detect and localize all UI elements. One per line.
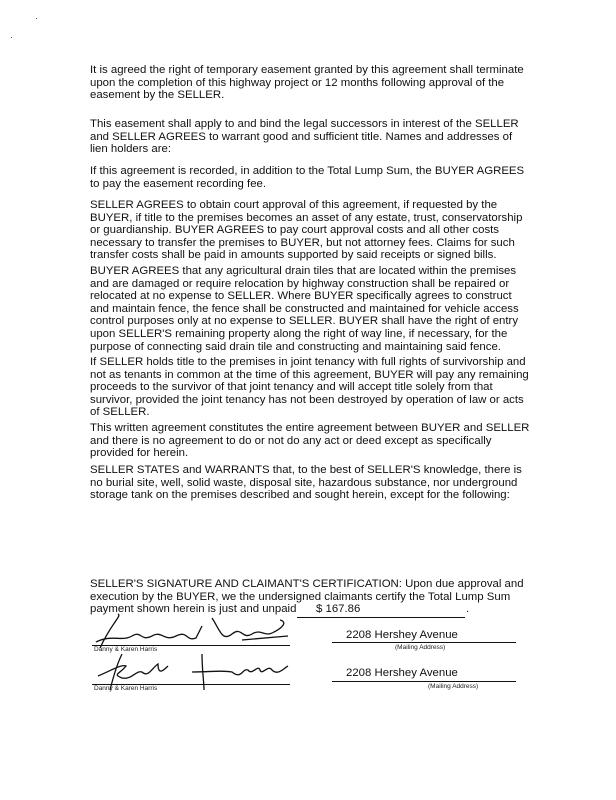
text-line: SELLER STATES and WARRANTS that, to the best of SELLER'S knowledge, there is: [90, 464, 522, 476]
text-line: and SELLER AGREES to warrant good and sufficient title. Names and addresses of: [90, 130, 513, 143]
text-line: and there is no agreement to do or not do any act or deed except as specifically: [90, 434, 492, 447]
text-line: payment shown herein is just and unpaid: [90, 603, 297, 616]
lump-sum-amount: $ 167.86: [316, 603, 361, 615]
mailing-address-label-2: (Mailing Address): [428, 683, 479, 690]
text-line: to pay the easement recording fee.: [90, 177, 267, 190]
text-line: upon SELLER'S remaining property along the right of way line, if necessary, for the: [90, 327, 508, 340]
text-line: necessary to transfer the premises to BUYER, but not attorney fees. Claims for such: [90, 236, 515, 249]
text-line: provided for herein.: [90, 447, 189, 460]
text-line: If SELLER holds title to the premises in joint tenancy with full rights of survivorship and: [90, 356, 526, 368]
paragraph-joint-tenancy: [90, 356, 540, 419]
text-line: or guardianship. BUYER AGREES to pay court approval costs and all other costs: [90, 224, 500, 237]
text-line: lien holders are:: [90, 143, 172, 156]
mailing-address-label-1: (Mailing Address): [395, 644, 446, 651]
text-line: control purposes only at no expense to SELLER. BUYER shall have the right of entry: [90, 315, 519, 328]
paragraph-entire-agreement: [90, 422, 540, 460]
mailing-address-1: 2208 Hershey Avenue: [346, 629, 458, 641]
mailing-address-2: 2208 Hershey Avenue: [346, 667, 458, 679]
paragraph-certification: [90, 578, 540, 616]
signer-name-label-1: Danny & Karen Harris: [94, 646, 158, 653]
address-line-2: [332, 681, 516, 682]
text-line: SELLER AGREES to obtain court approval of this agreement, if requested by the: [90, 199, 498, 211]
text-line: SELLER'S SIGNATURE AND CLAIMANT'S CERTIFICATION: Upon due approval and: [90, 578, 524, 590]
signer-name-label-2: Danny & Karen Harris: [94, 685, 158, 692]
paragraph-drain-tiles: [90, 265, 540, 353]
paragraph-recording-fee: [90, 165, 540, 190]
text-line: transfer costs shall be paid in amounts supported by said receipts or signed bills.: [90, 249, 497, 262]
text-line: relocated at no expense to SELLER. Where BUYER specifically agrees to construct: [90, 290, 512, 303]
text-line: not as tenants in common at the time of this agreement, BUYER will pay any remaining: [90, 368, 529, 381]
text-line: It is agreed the right of temporary easement granted by this agreement shall terminate: [90, 64, 524, 76]
scan-speck: [36, 18, 37, 19]
text-line: survivor, provided the joint tenancy has not been destroyed by operation of law or acts: [90, 393, 524, 406]
text-line: of SELLER.: [90, 406, 150, 419]
amount-underline: [297, 617, 465, 618]
text-line: This easement shall apply to and bind the legal successors in interest of the SELLER: [90, 118, 519, 130]
text-line: This written agreement constitutes the entire agreement between BUYER and SELLER: [90, 422, 530, 434]
text-line: and are damaged or require relocation by highway construction shall be repaired or: [90, 277, 510, 290]
text-line: storage tank on the premises described and sought herein, except for the following:: [90, 489, 510, 502]
text-line: purpose of connecting said drain tile and constructing and maintaining said fence.: [90, 340, 501, 353]
text-line: BUYER AGREES that any agricultural drain tiles that are located within the premises: [90, 265, 517, 277]
text-line: easement by the SELLER.: [90, 89, 225, 102]
paragraph-temporary-easement: [90, 64, 540, 102]
scan-speck: [11, 37, 12, 38]
text-line: upon the completion of this highway project or 12 months following approval of the: [90, 76, 505, 89]
text-line: proceeds to the survivor of that joint tenancy and will accept title solely from that: [90, 381, 493, 394]
text-line: If this agreement is recorded, in addition to the Total Lump Sum, the BUYER AGREES: [90, 165, 525, 177]
period: .: [466, 603, 470, 615]
text-line: and maintain fence, the fence shall be constructed and maintained for vehicle access: [90, 302, 519, 315]
paragraph-court-approval: [90, 199, 540, 262]
paragraph-warranties: [90, 464, 540, 502]
text-line: no burial site, well, solid waste, disposal site, hazardous substance, nor underground: [90, 476, 518, 489]
address-line-1: [332, 642, 516, 643]
text-line: BUYER, if title to the premises becomes an asset of any estate, trust, conservatorship: [90, 211, 523, 224]
paragraph-successors: [90, 118, 540, 156]
text-line: execution by the BUYER, we the undersigned claimants certify the Total Lump Sum: [90, 590, 511, 603]
